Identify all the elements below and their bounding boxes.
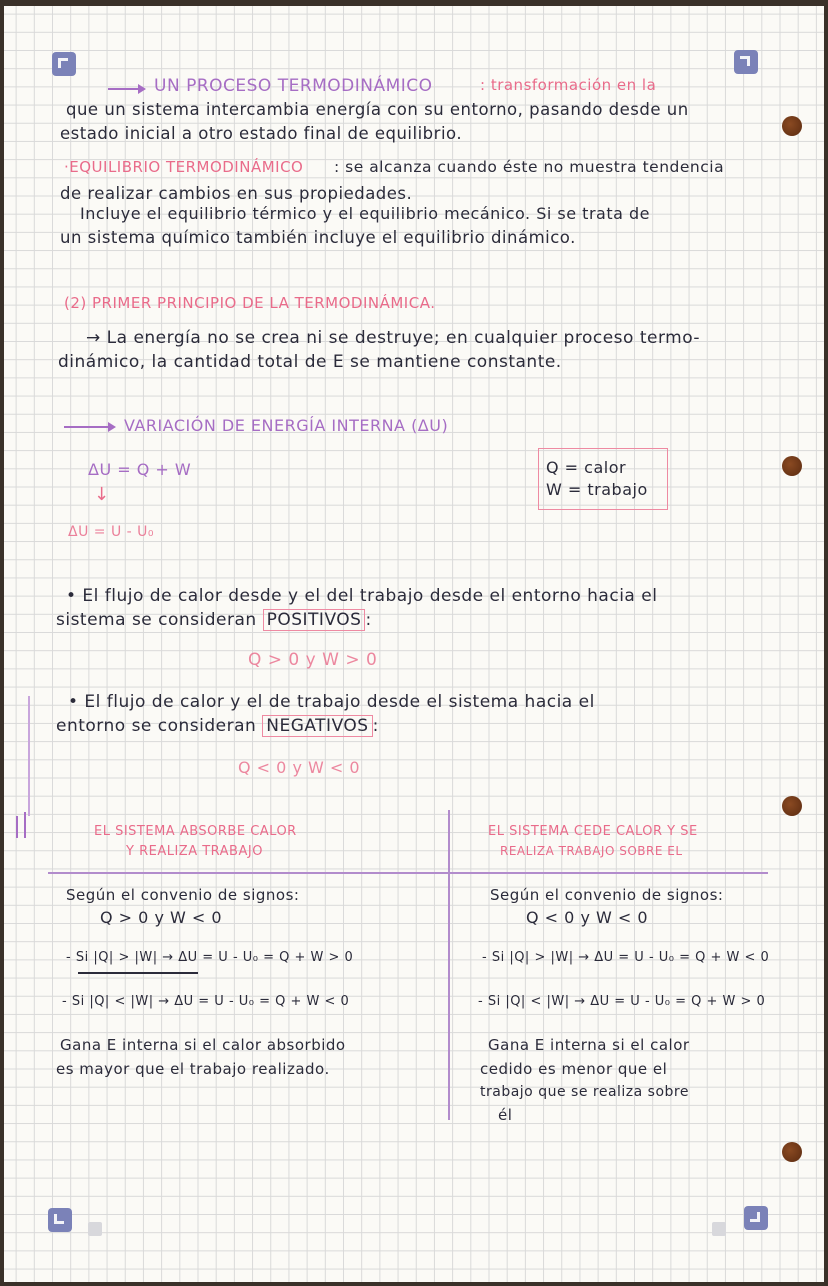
heading-arrow-icon	[64, 426, 114, 428]
right-conclusion-4: él	[498, 1106, 513, 1124]
positive-condition: Q > 0 y W > 0	[248, 650, 378, 670]
equilibrium-line-1: : se alcanza cuando éste no muestra tendencia	[334, 158, 725, 176]
table-vertical-line	[448, 810, 450, 1120]
right-conclusion-1: Gana E interna si el calor	[488, 1036, 690, 1054]
title-arrow-icon	[108, 88, 144, 90]
left-case-2: - Si |Q| < |W| → ΔU = U - U₀ = Q + W < 0	[62, 994, 350, 1009]
principle-heading: (2) PRIMER PRINCIPIO DE LA TERMODINÁMICA.	[64, 294, 436, 312]
margin-bracket	[28, 696, 30, 816]
right-convention: Según el convenio de signos:	[490, 886, 724, 904]
positive-line-1: • El flujo de calor desde y el del trabajo desde el entorno hacia el	[66, 586, 658, 606]
process-line-2: que un sistema intercambia energía con su entorno, pasando desde un	[66, 100, 689, 119]
page-tab	[88, 1222, 102, 1236]
principle-line-1: → La energía no se crea ni se destruye; en cualquier proceso termo-	[86, 328, 701, 348]
page-tab	[712, 1222, 726, 1236]
corner-bottom-left-icon	[48, 1208, 72, 1232]
binder-hole	[782, 456, 802, 476]
negative-condition: Q < 0 y W < 0	[238, 758, 361, 777]
margin-mark	[24, 812, 26, 838]
internal-energy-heading: VARIACIÓN DE ENERGÍA INTERNA (ΔU)	[124, 416, 449, 435]
negative-box: NEGATIVOS	[262, 715, 372, 737]
down-arrow-icon: ↓	[94, 484, 110, 505]
equilibrium-line-4: un sistema químico también incluye el equilibrio dinámico.	[60, 228, 576, 247]
positive-box: POSITIVOS	[263, 609, 366, 631]
left-case-underline	[78, 972, 198, 974]
process-title-tail: : transformación en la	[480, 76, 657, 94]
table-horizontal-line	[48, 872, 768, 874]
left-signs: Q > 0 y W < 0	[100, 908, 223, 927]
positive-line-2: sistema se consideran POSITIVOS :	[56, 610, 372, 630]
delta-u-definition: ΔU = U - U₀	[68, 524, 155, 540]
delta-u-formula: ΔU = Q + W	[88, 460, 192, 479]
right-case-2: - Si |Q| < |W| → ΔU = U - U₀ = Q + W > 0	[478, 994, 766, 1009]
right-conclusion-3: trabajo que se realiza sobre	[480, 1084, 689, 1100]
corner-top-right-icon	[734, 50, 758, 74]
right-conclusion-2: cedido es menor que el	[480, 1060, 668, 1078]
notebook-page	[4, 6, 824, 1282]
right-signs: Q < 0 y W < 0	[526, 908, 649, 927]
process-title: UN PROCESO TERMODINÁMICO	[154, 76, 433, 96]
corner-bottom-right-icon	[744, 1206, 768, 1230]
left-case-1: - Si |Q| > |W| → ΔU = U - U₀ = Q + W > 0	[66, 950, 354, 965]
binder-hole	[782, 1142, 802, 1162]
process-line-3: estado inicial a otro estado final de equilibrio.	[60, 124, 463, 143]
left-header-2: Y REALIZA TRABAJO	[126, 844, 263, 859]
corner-top-left-icon	[52, 52, 76, 76]
equilibrium-term: ·EQUILIBRIO TERMODINÁMICO	[64, 158, 304, 176]
right-header-1: EL SISTEMA CEDE CALOR Y SE	[488, 824, 698, 839]
right-case-1: - Si |Q| > |W| → ΔU = U - U₀ = Q + W < 0	[482, 950, 770, 965]
left-header-1: EL SISTEMA ABSORBE CALOR	[94, 824, 297, 839]
negative-line-1: • El flujo de calor y el de trabajo desde el sistema hacia el	[68, 692, 595, 712]
left-convention: Según el convenio de signos:	[66, 886, 300, 904]
margin-mark	[16, 816, 18, 838]
legend-w: W = trabajo	[546, 480, 648, 499]
right-header-2: REALIZA TRABAJO SOBRE EL	[500, 844, 683, 858]
equilibrium-line-2: de realizar cambios en sus propiedades.	[60, 184, 413, 203]
left-conclusion-1: Gana E interna si el calor absorbido	[60, 1036, 346, 1054]
negative-line-2: entorno se consideran NEGATIVOS :	[56, 716, 379, 736]
equilibrium-line-3: Incluye el equilibrio térmico y el equilibrio mecánico. Si se trata de	[80, 204, 650, 223]
left-conclusion-2: es mayor que el trabajo realizado.	[56, 1060, 330, 1078]
legend-q: Q = calor	[546, 458, 627, 477]
binder-hole	[782, 116, 802, 136]
principle-line-2: dinámico, la cantidad total de E se mantiene constante.	[58, 352, 562, 372]
binder-hole	[782, 796, 802, 816]
